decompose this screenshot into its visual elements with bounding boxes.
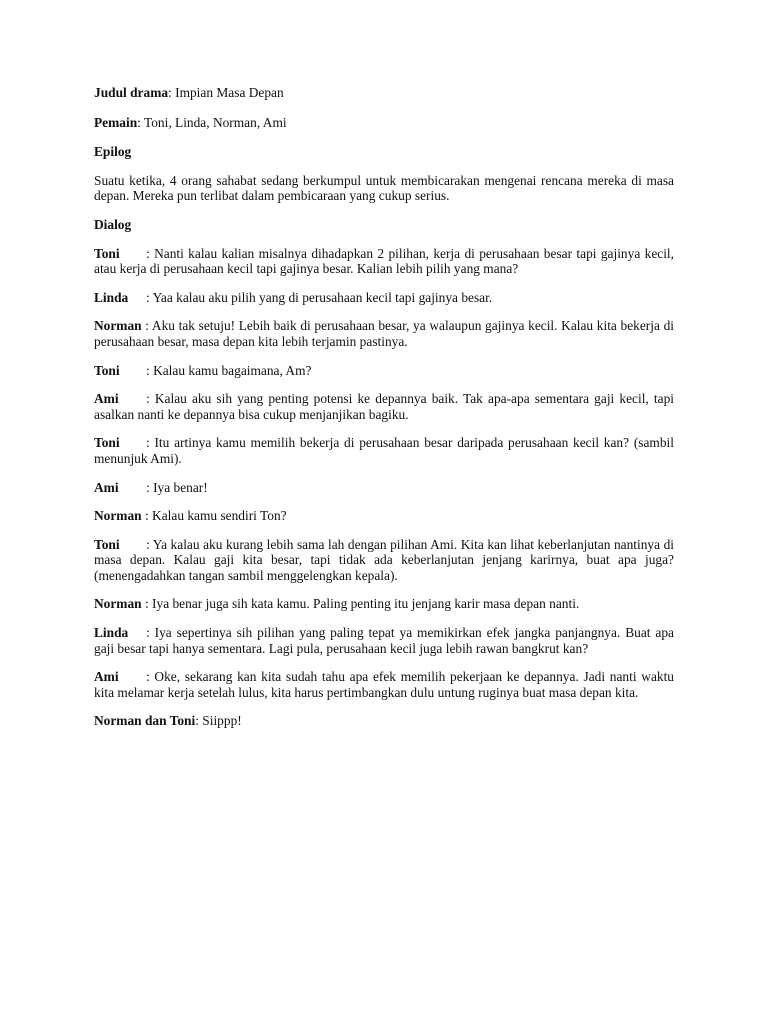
dialog-text: : Iya benar juga sih kata kamu. Paling penting itu jenjang karir masa depan nanti. (144, 596, 580, 612)
dialog-text: : Oke, sekarang kan kita sudah tahu apa efek memilih pekerjaan ke depannya. Jadi nanti waktu kita melamar kerja setelah lulus, kita harus pertimbangkan dulu untung ruginya buat masa depan kita. (94, 669, 674, 700)
dialog-line (94, 713, 674, 729)
dialog-line (94, 537, 674, 584)
dialog-text: : Itu artinya kamu memilih bekerja di perusahaan besar daripada perusahaan kecil kan? (sambil menunjuk Ami). (94, 435, 674, 466)
drama-title-label: Judul drama (94, 85, 169, 100)
dialog-line (94, 391, 674, 422)
drama-title-value: : Impian Masa Depan (168, 85, 284, 100)
dialog-text: : Kalau kamu sendiri Ton? (144, 508, 287, 524)
dialog-text: : Siippp! (195, 713, 242, 729)
dialog-heading (94, 217, 674, 233)
speaker-name: Linda (94, 625, 129, 641)
drama-title-line (94, 85, 674, 101)
dialog-text: : Yaa kalau aku pilih yang di perusahaan kecil tapi gajinya besar. (146, 289, 493, 305)
speaker-name: Ami (94, 669, 119, 685)
speaker-name: Norman dan Toni (94, 713, 196, 729)
dialog-line (94, 596, 674, 612)
speaker-name: Toni (94, 362, 120, 378)
speaker-name: Linda (94, 289, 129, 305)
dialog-line (94, 318, 674, 349)
dialog-text: : Iya benar! (146, 479, 208, 495)
dialog-line (94, 363, 674, 379)
dialog-text: : Iya sepertinya sih pilihan yang paling tepat ya memikirkan efek jangka panjangnya. Buat apa gaji besar tapi hanya sementara. Lagi pula, perusahaan kecil juga lebih rawan bangkrut kan? (94, 625, 674, 656)
epilog-heading (94, 144, 674, 160)
speaker-name: Norman (94, 596, 142, 612)
speaker-name: Toni (94, 245, 120, 261)
dialog-line (94, 669, 674, 700)
speaker-name: Ami (94, 391, 119, 407)
dialog-line (94, 508, 674, 524)
dialog-line (94, 435, 674, 466)
dialog-heading-text: Dialog (94, 216, 132, 232)
cast-line (94, 115, 674, 131)
dialog-line (94, 625, 674, 656)
dialog-text: : Kalau kamu bagaimana, Am? (146, 362, 312, 378)
cast-value: : Toni, Linda, Norman, Ami (137, 114, 287, 130)
speaker-name: Toni (94, 536, 120, 552)
dialog-line (94, 290, 674, 306)
dialog-text: : Aku tak setuju! Lebih baik di perusahaan besar, ya walaupun gajinya kecil. Kalau kita bekerja di perusahaan besar, masa depan kita lebih terjamin pastinya. (94, 318, 674, 349)
dialog-text: : Nanti kalau kalian misalnya dihadapkan 2 pilihan, kerja di perusahaan besar tapi gajinya kecil, atau kerja di perusahaan kecil tapi gajinya besar. Kalian lebih pilih yang mana? (94, 245, 674, 277)
cast-label: Pemain (94, 114, 138, 130)
speaker-name: Norman (94, 318, 142, 334)
dialog-line (94, 246, 674, 277)
dialog-text: : Ya kalau aku kurang lebih sama lah dengan pilihan Ami. Kita kan lihat keberlanjutan nantinya di masa depan. Kalau gaji kita besar, tapi tidak ada keberlanjutan jenjang karirnya, buat apa juga? (menengadahkan tangan sambil menggelengkan kepala). (94, 536, 674, 583)
speaker-name: Toni (94, 435, 120, 451)
epilog-heading-text: Epilog (94, 144, 132, 160)
dialog-line (94, 480, 674, 496)
speaker-name: Norman (94, 508, 142, 524)
speaker-name: Ami (94, 479, 119, 495)
epilog-text: Suatu ketika, 4 orang sahabat sedang berkumpul untuk membicarakan mengenai rencana mereka di masa depan. Mereka pun terlibat dalam pembicaraan yang cukup serius. (94, 172, 674, 204)
dialog-text: : Kalau aku sih yang penting potensi ke depannya baik. Tak apa-apa sementara gaji kecil, tapi asalkan nanti ke depannya bisa cukup menjanjikan bagiku. (94, 391, 674, 422)
